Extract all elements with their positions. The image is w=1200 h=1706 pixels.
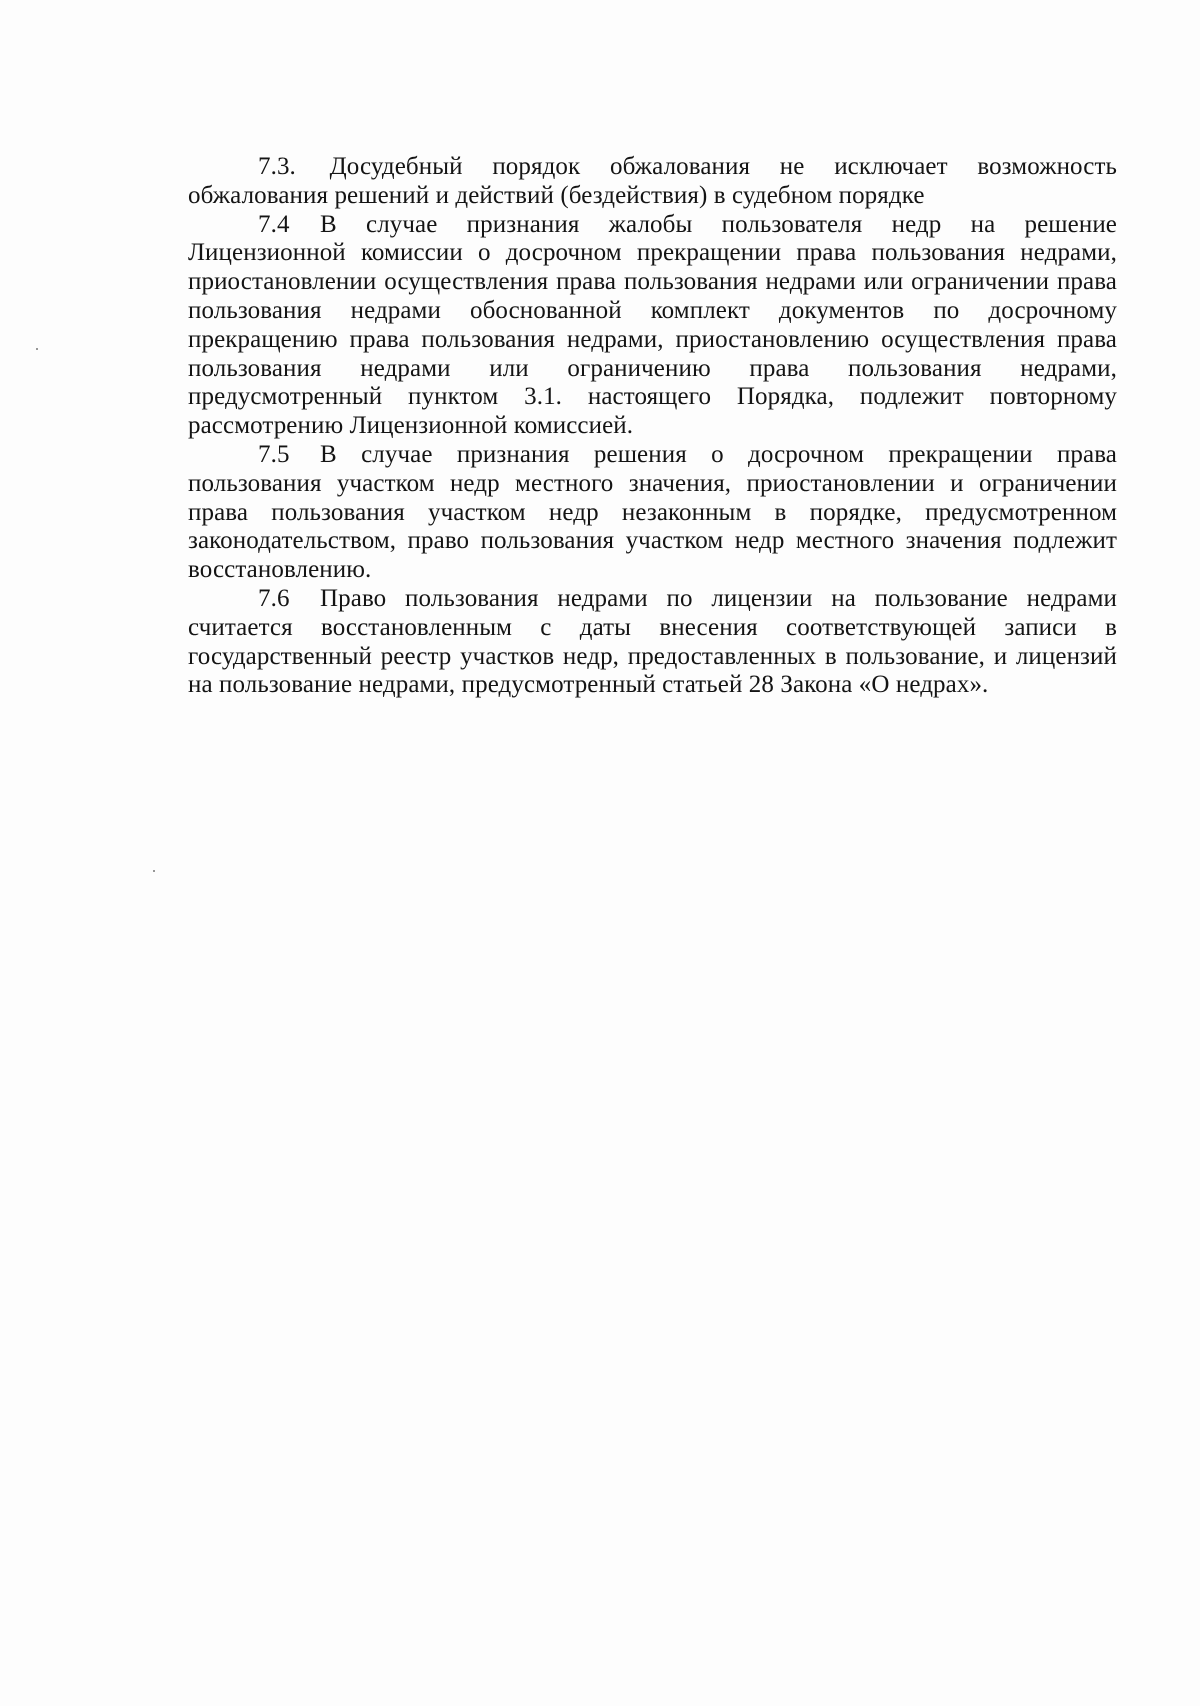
paragraph-text: В случае признания решения о досрочном прекращении права пользования участком недр местного значения, приостановлении и ограничении права пользования участком недр незаконным в порядке, предусмотренном законодательством, право пользования участком недр местного значения подлежит восстановлению.: [188, 440, 1117, 584]
scan-speck: [153, 870, 155, 872]
paragraph-7-5: [188, 441, 1117, 585]
paragraph-number: 7.4: [258, 210, 290, 238]
paragraph-number: 7.3.: [258, 153, 296, 180]
document-body: [188, 153, 1117, 700]
paragraph-number: 7.6: [258, 584, 290, 612]
paragraph-7-3: [188, 153, 1117, 211]
paragraph-text: В случае признания жалобы пользователя недр на решение Лицензионной комиссии о досрочном прекращении права пользования недрами, приостановлении осуществления права пользования недрами или ограничении права пользования недрами обоснованной комплект документов по досрочному прекращению права пользования недрами, приостановлению осуществления права пользования недрами или ограничению права пользования недрами, предусмотренный пунктом 3.1. настоящего Порядка, подлежит повторному рассмотрению Лицензионной комиссией.: [188, 210, 1117, 440]
paragraph-text: Право пользования недрами по лицензии на пользование недрами считается восстановленным с даты внесения соответствующей записи в государственный реестр участков недр, предоставленных в пользование, и лицензий на пользование недрами, предусмотренный статьей 28 Закона «О недрах».: [188, 584, 1117, 699]
scan-speck: [36, 348, 38, 350]
paragraph-7-6: [188, 585, 1117, 700]
paragraph-7-4: [188, 211, 1117, 441]
paragraph-number: 7.5: [258, 440, 290, 468]
paragraph-text: Досудебный порядок обжалования не исключает возможность обжалования решений и действий (бездействия) в судебном порядке: [188, 153, 1117, 209]
